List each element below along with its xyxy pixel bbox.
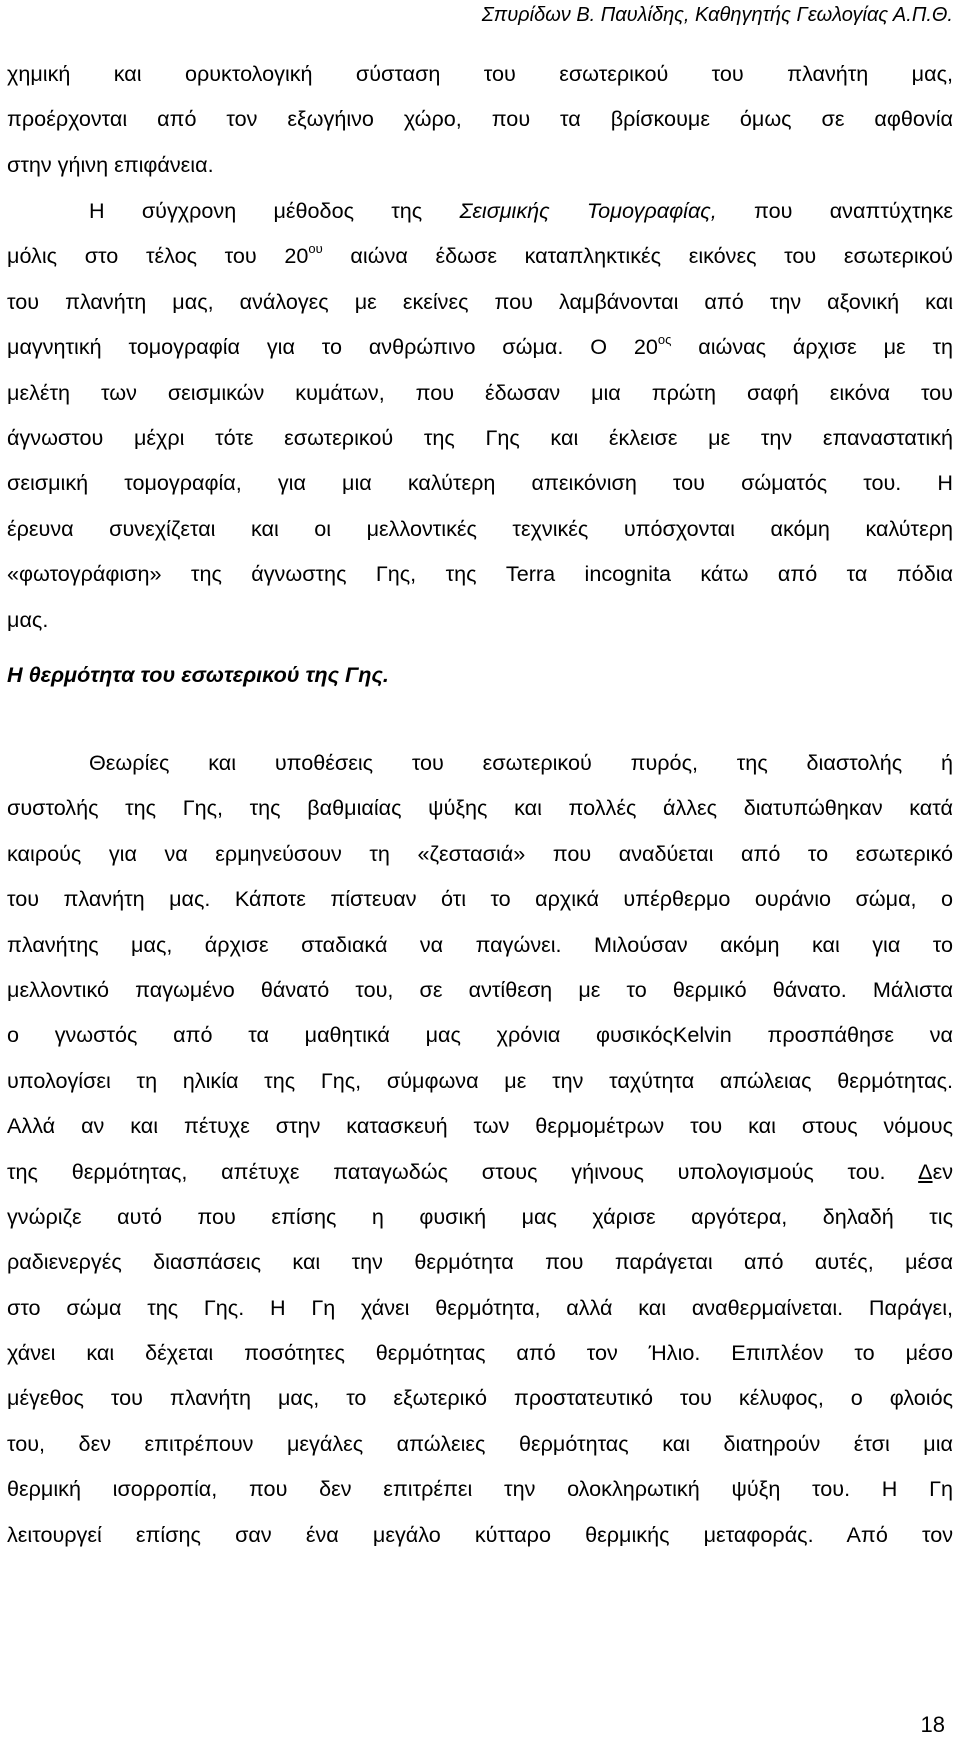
paragraph-continuation [7, 51, 953, 187]
superscript: ος [657, 332, 672, 348]
paragraph-earth-heat [7, 740, 953, 1557]
text-line: μαγνητική τομογραφία για το ανθρώπινο σώμα. Ο $20^{o\varsigma}$ αιώνας άρχισε με τη [7, 332, 953, 360]
text-line: Η σύγχρονη μέθοδος της Σεισμικής Τομογραφίας, που αναπτύχτηκε [89, 198, 953, 223]
text-line: μόλις στο τέλος του $20^{o\upsilon}$ αιώνα έδωσε καταπληκτικές εικόνες του εσωτερικού [7, 241, 953, 269]
text-line: πλανήτης μας, άρχισε σταδιακά να παγώνει. Μιλούσαν ακόμη και για το [7, 931, 953, 957]
text-line: ο γνωστός από τα μαθητικά μας χρόνια φυσικόςKelvin προσπάθησε να [7, 1022, 953, 1048]
text-line: χάνει και δέχεται ποσότητες θερμότητας από τον Ήλιο. Επιπλέον το μέσο [7, 1340, 953, 1366]
text-line: Αλλά αν και πέτυχε στην κατασκευή των θερμομέτρων του και στους νόμους [7, 1113, 953, 1139]
text-line: γνώριζε αυτό που επίσης η φυσική μας χάρισε αργότερα, δηλαδή τις [7, 1203, 953, 1229]
text-line: σεισμική τομογραφία, για μια καλύτερη απεικόνιση του σώματός του. Η [7, 470, 953, 496]
text-line: έρευνα συνεχίζεται και οι μελλοντικές τεχνικές υπόσχονται ακόμη καλύτερη [7, 515, 953, 541]
superscript: ου [308, 241, 323, 257]
text-line: στο σώμα της Γης. Η Γη χάνει θερμότητα, αλλά και αναθερμαίνεται. Παράγει, [7, 1294, 953, 1320]
text-line: του, δεν επιτρέπουν μεγάλες απώλειες θερμότητας και διατηρούν έτσι μια [7, 1430, 953, 1456]
text-line: υπολογίσει τη ηλικία της Γης, σύμφωνα με την ταχύτητα απώλειας θερμότητας. [7, 1067, 953, 1093]
text-line: του πλανήτη μας, ανάλογες με εκείνες που λαμβάνονται από την αξονική και [7, 288, 953, 314]
text-line: λειτουργεί επίσης σαν ένα μεγάλο κύτταρο θερμικής μεταφοράς. Από τον [7, 1521, 953, 1547]
section-heading: Η θερμότητα του εσωτερικού της Γης. [7, 662, 389, 687]
page-number: 18 [920, 1712, 945, 1737]
paragraph-tomography [7, 188, 953, 642]
text-line: του πλανήτη μας. Κάποτε πίστευαν ότι το αρχικά υπέρθερμο ουράνιο σώμα, ο [7, 886, 953, 912]
text-line: άγνωστου μέχρι τότε εσωτερικού της Γης και έκλεισε με την επαναστατική [7, 424, 953, 450]
text-line: χημική και ορυκτολογική σύσταση του εσωτερικού του πλανήτη μας, [7, 61, 953, 86]
text-line: μελέτη των σεισμικών κυμάτων, που έδωσαν μια πρώτη σαφή εικόνα του [7, 379, 953, 405]
text-line: της θερμότητας, απέτυχε παταγωδώς στους γήινους υπολογισμούς του. Δεν [7, 1158, 953, 1184]
text-line: θερμική ισορροπία, που δεν επιτρέπει την ολοκληρωτική ψύξη του. Η Γη [7, 1476, 953, 1502]
text-line: καιρούς για να ερμηνεύσουν τη «ζεστασιά» που αναδύεται από το εσωτερικό [7, 840, 953, 866]
running-header: Σπυρίδων Β. Παυλίδης, Καθηγητής Γεωλογίας Α.Π.Θ. [481, 4, 953, 26]
text-line: μελλοντικό παγωμένο θάνατό του, σε αντίθεση με το θερμικό θάνατο. Μάλιστα [7, 976, 953, 1002]
text-line: στην γήινη επιφάνεια. [7, 151, 214, 177]
text-line: ραδιενεργές διασπάσεις και την θερμότητα που παράγεται από αυτές, μέσα [7, 1249, 953, 1275]
text-line: μέγεθος του πλανήτη μας, το εξωτερικό προστατευτικό του κέλυφος, ο φλοιός [7, 1385, 953, 1411]
text-line: προέρχονται από τον εξωγήινο χώρο, που τα βρίσκουμε όμως σε αφθονία [7, 106, 953, 132]
text-line: «φωτογράφιση» της άγνωστης Γης, της Terra incognita κάτω από τα πόδια [7, 561, 953, 587]
italic-term: Σεισμικής Τομογραφίας, [459, 198, 717, 223]
text-line: Θεωρίες και υποθέσεις του εσωτερικού πυρός, της διαστολής ή [89, 750, 953, 775]
text-line: μας. [7, 606, 49, 632]
underlined-letter: Δ [918, 1158, 933, 1184]
text-line: συστολής της Γης, της βαθμιαίας ψύξης και πολλές άλλες διατυπώθηκαν κατά [7, 795, 953, 821]
